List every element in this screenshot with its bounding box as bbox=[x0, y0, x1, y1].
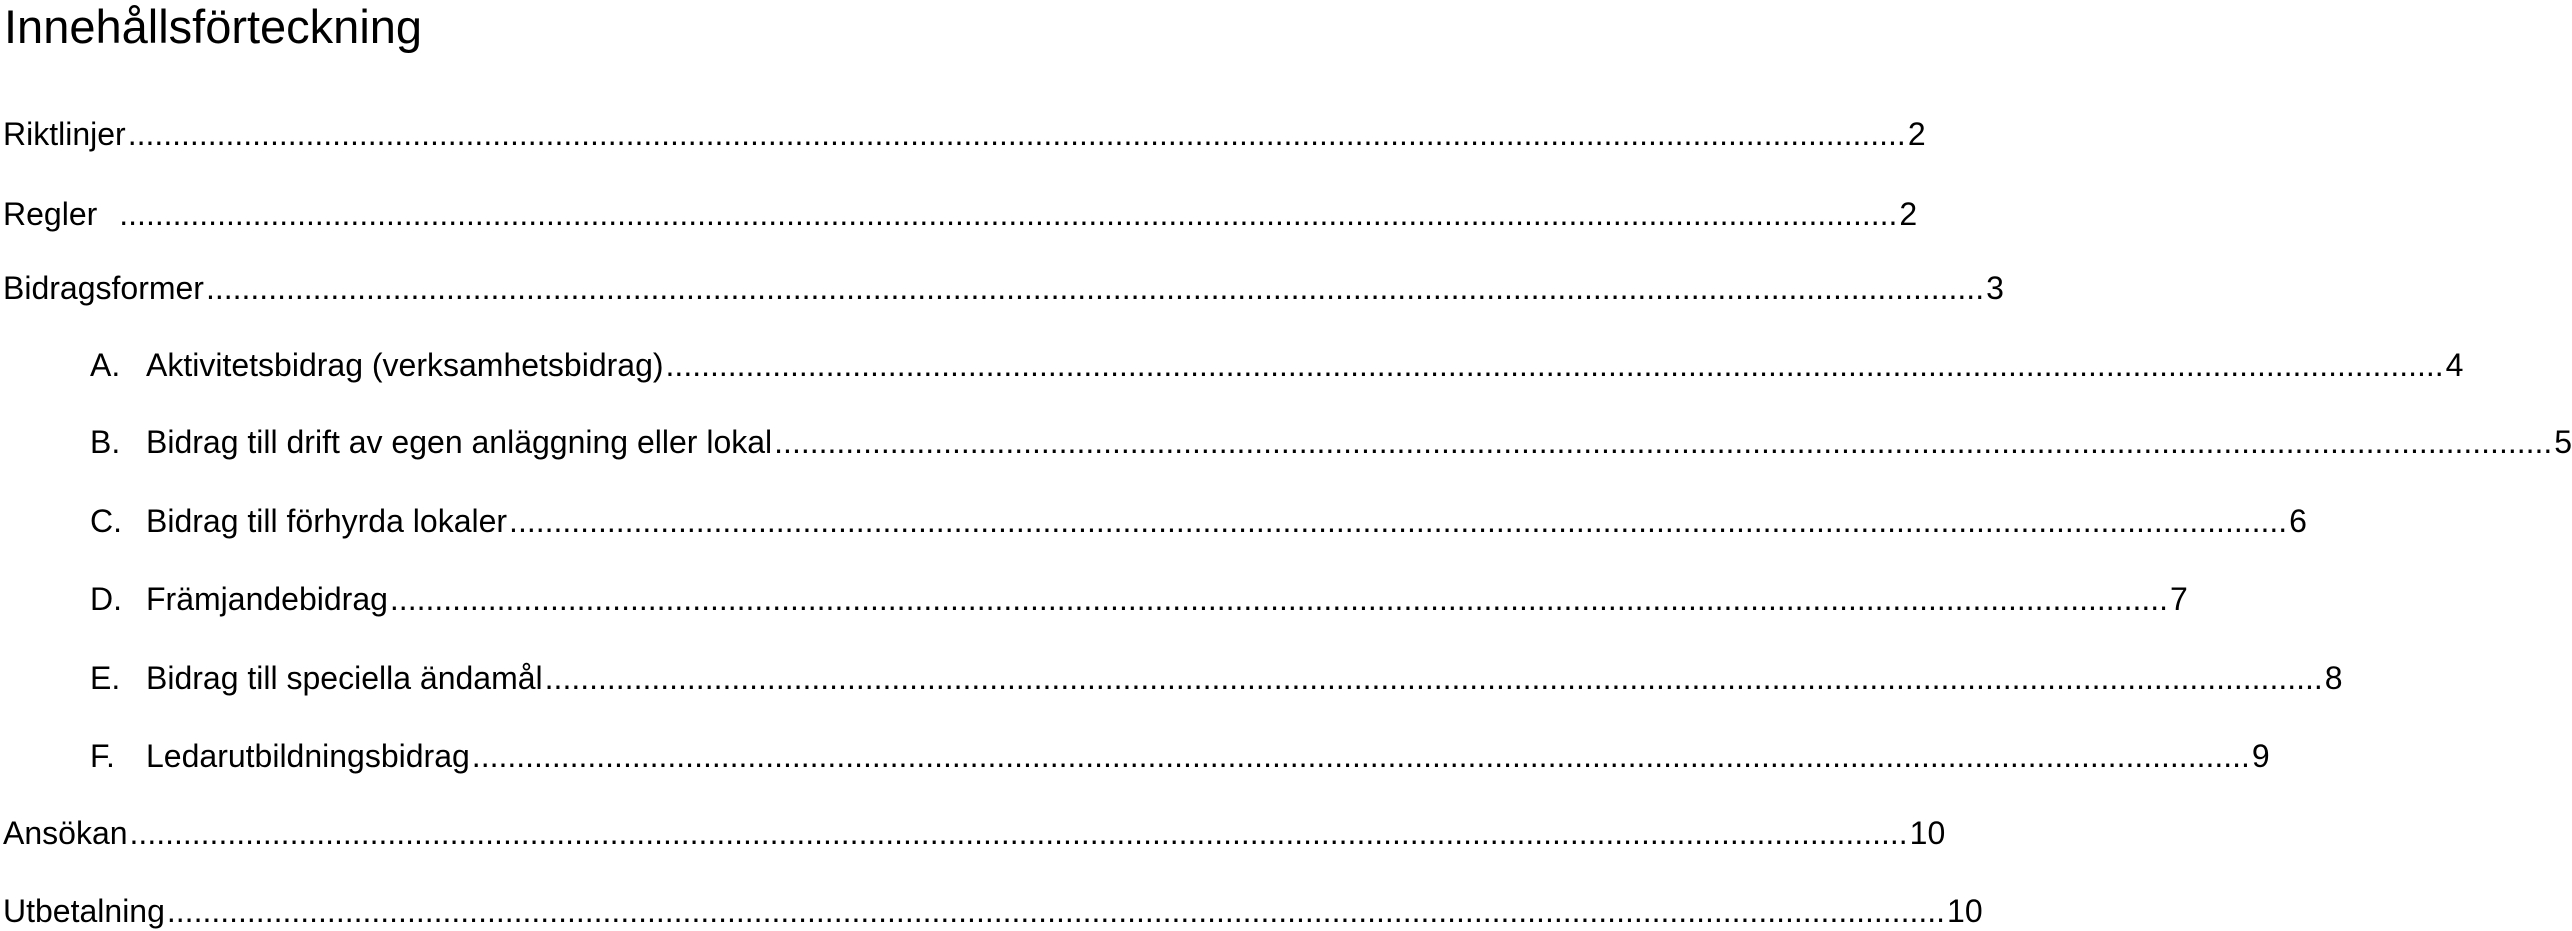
dot-leader: ........................................................................................................................................................................................................ bbox=[774, 424, 2553, 460]
toc-entry-page: 2 bbox=[1899, 196, 1918, 232]
dot-leader: ........................................................................................................................................................................................................ bbox=[129, 815, 1908, 851]
toc-entry-page: 10 bbox=[1909, 815, 1946, 851]
dot-leader: ........................................................................................................................................................................................................ bbox=[509, 503, 2288, 539]
dot-leader: ........................................................................................................................................................................................................ bbox=[471, 738, 2250, 774]
toc-entry-letter: B. bbox=[90, 424, 121, 460]
dot-leader: ........................................................................................................................................................................................................ bbox=[389, 581, 2169, 617]
toc-entry-letter: E. bbox=[90, 660, 121, 696]
toc-entry-label: Riktlinjer bbox=[3, 116, 126, 152]
toc-entry-letter: F. bbox=[90, 738, 115, 774]
toc-entry-page: 8 bbox=[2324, 660, 2343, 696]
toc-entry-label: Aktivitetsbidrag (verksamhetsbidrag) bbox=[146, 347, 664, 383]
dot-leader: ........................................................................................................................................................................................................ bbox=[665, 347, 2444, 383]
toc-entry-f[interactable] bbox=[0, 728, 2270, 776]
toc-entry-page: 4 bbox=[2445, 347, 2464, 383]
toc-entry-page: 9 bbox=[2251, 738, 2270, 774]
toc-entry-utbetalning[interactable] bbox=[0, 883, 1983, 931]
dot-leader: ........................................................................................................................................................................................................ bbox=[127, 116, 1906, 152]
toc-entry-e[interactable] bbox=[0, 650, 2343, 698]
toc-entry-label: Regler bbox=[3, 196, 98, 232]
toc-entry-page: 6 bbox=[2289, 503, 2307, 539]
toc-entry-page: 3 bbox=[1986, 270, 2004, 306]
toc-entry-letter: D. bbox=[90, 581, 122, 617]
toc-entry-riktlinjer[interactable] bbox=[0, 106, 1926, 154]
toc-entry-page: 10 bbox=[1947, 893, 1983, 929]
page-title: Innehållsförteckning bbox=[4, 0, 423, 53]
toc-entry-page: 7 bbox=[2170, 581, 2188, 617]
toc-entry-label: Utbetalning bbox=[3, 893, 165, 929]
toc-entry-label: Bidrag till drift av egen anläggning eller lokal bbox=[146, 424, 773, 460]
dot-leader: ........................................................................................................................................................................................................ bbox=[119, 196, 1898, 232]
toc-entry-d[interactable] bbox=[0, 571, 2188, 619]
toc-entry-label: Ledarutbildningsbidrag bbox=[146, 738, 470, 774]
toc-entry-label: Bidrag till förhyrda lokaler bbox=[146, 503, 508, 539]
toc-entry-letter: A. bbox=[90, 347, 121, 383]
toc-entry-label: Ansökan bbox=[3, 815, 128, 851]
toc-entry-b[interactable] bbox=[0, 414, 2572, 462]
toc-entry-label: Bidragsformer bbox=[3, 270, 204, 306]
toc-entry-label: Främjandebidrag bbox=[146, 581, 388, 617]
toc-entry-a[interactable] bbox=[0, 337, 2464, 385]
dot-leader: ........................................................................................................................................................................................................ bbox=[205, 270, 1985, 306]
toc-entry-page: 2 bbox=[1907, 116, 1926, 152]
toc-entry-ansokan[interactable] bbox=[0, 805, 1946, 853]
dot-leader: ........................................................................................................................................................................................................ bbox=[544, 660, 2323, 696]
toc-entry-letter: C. bbox=[90, 503, 122, 539]
toc-entry-page: 5 bbox=[2554, 424, 2572, 460]
dot-leader: ........................................................................................................................................................................................................ bbox=[166, 893, 1946, 929]
toc-entry-bidragsformer[interactable] bbox=[0, 260, 2004, 308]
toc-entry-regler[interactable] bbox=[0, 186, 1918, 234]
toc-entry-label: Bidrag till speciella ändamål bbox=[146, 660, 543, 696]
toc-entry-c[interactable] bbox=[0, 493, 2307, 541]
